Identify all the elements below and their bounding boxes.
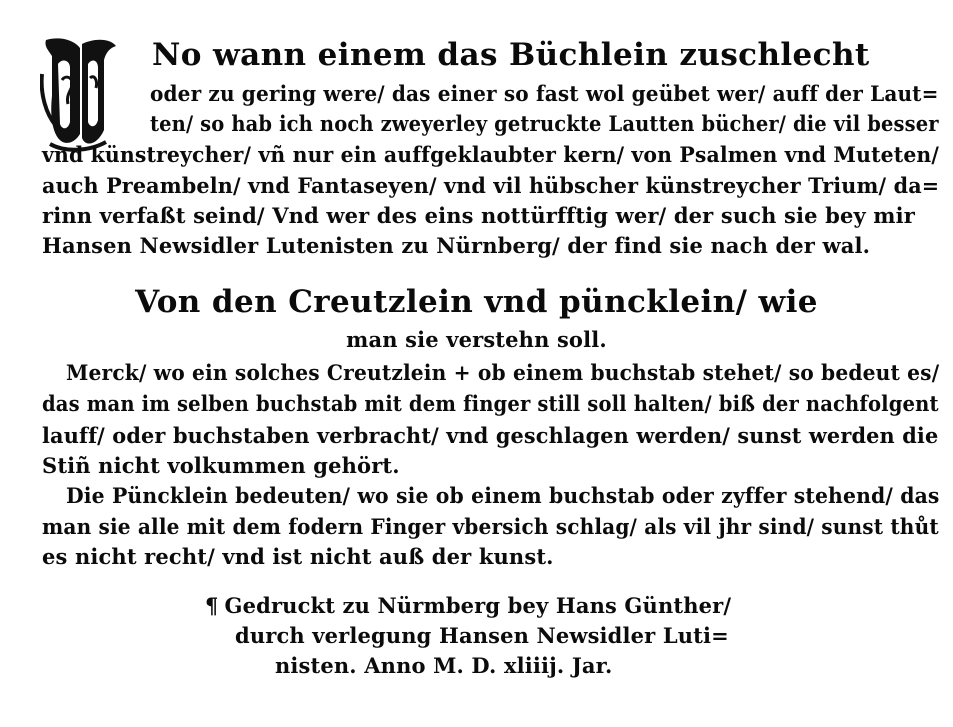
colophon-text-1: Gedruckt zu Nürmberg bey Hans Günther/	[224, 593, 732, 618]
paragraph-2-line-1: Die Püncklein bedeuten/ wo sie ob einem buchstab oder zyffer stehend/ das	[66, 483, 940, 508]
intro-line-5: rinn verfaßt seind/ Vnd wer des eins nottürfftig wer/ der such sie bey mir	[42, 203, 916, 228]
pilcrow-mark: ¶	[205, 593, 219, 618]
colophon-line-2: durch verlegung Hansen Newsidler Luti=	[235, 623, 729, 648]
intro-line-3: vnd künstreycher/ vñ nur ein auffgeklaubter kern/ von Psalmen vnd Muteten/	[42, 142, 940, 167]
section-subheading: man sie verstehn soll.	[346, 327, 607, 352]
paragraph-1-line-4: Stiñ nicht volkummen gehört.	[42, 453, 400, 478]
colophon-line-3: nisten. Anno M. D. xliiij. Jar.	[275, 653, 613, 678]
paragraph-2-line-2: man sie alle mit dem fodern Finger vbersich schlag/ als vil jhr sind/ sunst thůt	[42, 514, 939, 539]
paragraph-1-line-1: Merck/ wo ein solches Creutzlein + ob einem buchstab stehet/ so bedeut es/	[66, 360, 940, 385]
paragraph-1-line-3: lauff/ oder buchstaben verbracht/ vnd geschlagen werden/ sunst werden die	[42, 423, 939, 448]
intro-line-6: Hansen Newsidler Lutenisten zu Nürnberg/ der find sie nach der wal.	[42, 233, 871, 258]
intro-line-4: auch Preambeln/ vnd Fantaseyen/ vnd vil hübscher künstreycher Trium/ da=	[42, 173, 940, 198]
decorated-initial-w	[40, 34, 120, 152]
colophon-line-1	[205, 595, 731, 616]
paragraph-2-line-3: es nicht recht/ vnd ist nicht auß der kunst.	[42, 544, 554, 569]
intro-line-2: ten/ so hab ich noch zweyerley getruckte Lautten bücher/ die vil besser	[150, 111, 939, 136]
paragraph-1-line-2: das man im selben buchstab mit dem finger still soll halten/ biß der nachfolgent	[42, 391, 939, 416]
intro-line-1: oder zu gering were/ das einer so fast wol geübet wer/ auff der Laut=	[150, 81, 939, 106]
section-heading: Von den Creutzlein vnd püncklein/ wie	[135, 284, 818, 320]
heading-line: No wann einem das Büchlein zuschlecht	[152, 37, 870, 73]
